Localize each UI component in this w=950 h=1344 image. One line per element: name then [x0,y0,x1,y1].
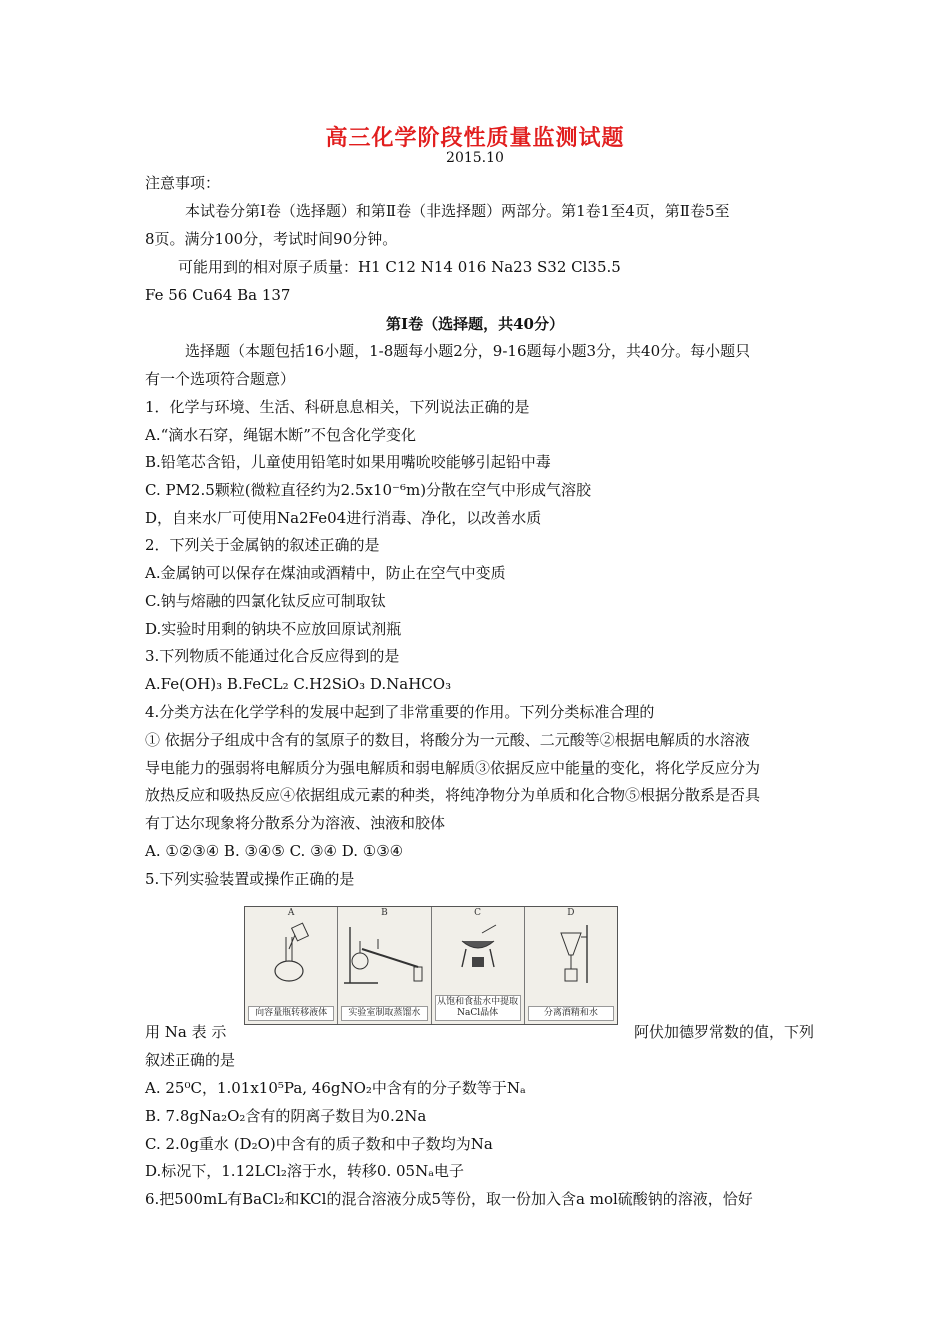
separatory-funnel-icon [525,919,617,989]
q2-stem: 2．下列关于金属钠的叙述正确的是 [145,536,380,554]
q1-option-b: B.铅笔芯含铅，儿童使用铅笔时如果用嘴吮咬能够引起铅中毒 [145,453,551,471]
q2-option-d: D.实验时用剩的钠块不应放回原试剂瓶 [145,620,402,638]
notice-heading: 注意事项： [145,174,221,192]
q4-stem: 4.分类方法在化学学科的发展中起到了非常重要的作用。下列分类标准合理的 [145,703,655,721]
q1-stem: 1．化学与环境、生活、科研息息相关，下列说法正确的是 [145,398,530,416]
intro-line-1: 本试卷分第Ⅰ卷（选择题）和第Ⅱ卷（非选择题）两部分。第1卷1至4页，第Ⅱ卷5至 [185,202,730,220]
apparatus-panel-c [432,907,525,1024]
intro-line-2: 8页。满分100分，考试时间90分钟。 [145,230,398,248]
evaporating-dish-icon [432,919,524,979]
panel-caption: 向容量瓶转移液体 [248,1006,334,1021]
panel-label: D [567,908,575,918]
page-title: 高三化学阶段性质量监测试题 [325,125,625,151]
q1-option-a: A.“滴水石穿，绳锯木断”不包含化学变化 [145,426,416,444]
q4-line-2: 导电能力的强弱将电解质分为强电解质和弱电解质③依据反应中能量的变化，将化学反应分为 [145,759,761,777]
q4-line-3: 放热反应和吸热反应④依据组成元素的种类，将纯净物分为单质和化合物⑤根据分散系是否具 [145,786,761,804]
q2-option-a: A.金属钠可以保存在煤油或酒精中，防止在空气中变质 [145,564,506,582]
volumetric-flask-icon [245,919,337,989]
q1-option-d: D，自来水厂可使用Na2Fe04进行消毒、净化，以改善水质 [145,509,542,527]
q3-stem: 3.下列物质不能通过化合反应得到的是 [145,647,400,665]
panel-caption: 实验室制取蒸馏水 [341,1006,427,1021]
section-title: 第Ⅰ卷（选择题，共40分） [386,315,564,333]
qna-option-d: D.标况下，1.12LCl₂溶于水，转移0. 05Nₐ电子 [145,1162,464,1180]
q5-stem: 5.下列实验装置或操作正确的是 [145,870,355,888]
qna-option-a: A. 25⁰C，1.01x10⁵Pa, 46gNO₂中含有的分子数等于Nₐ [145,1079,526,1097]
apparatus-panel-d [525,907,617,1024]
qna-stem-left: 用 Na 表 示 [145,1023,227,1041]
q3-options: A.Fe(OH)₃ B.FeCL₂ C.H2SiO₃ D.NaHCO₃ [145,675,452,693]
apparatus-panel-b [338,907,431,1024]
panel-caption: 从饱和食盐水中提取NaCl晶体 [435,995,521,1021]
distillation-icon [338,919,430,989]
q6-stem: 6.把500mL有BaCl₂和KCl的混合溶液分成5等份，取一份加入含a mol硫酸钠的溶液，恰好 [145,1190,753,1208]
panel-caption: 分离酒精和水 [528,1006,614,1021]
exam-date: 2015.10 [446,150,504,166]
panel-label: A [287,908,295,918]
section-intro-2: 有一个选项符合题意） [145,370,296,388]
q2-option-c: C.钠与熔融的四氯化钛反应可制取钛 [145,592,386,610]
q1-option-c: C. PM2.5颗粒(微粒直径约为2.5x10⁻⁶m)分散在空气中形成气溶胶 [145,481,592,499]
qna-option-b: B. 7.8gNa₂O₂含有的阴离子数目为0.2Na [145,1107,427,1125]
apparatus-panel-a [245,907,338,1024]
q4-options: A. ①②③④ B. ③④⑤ C. ③④ D. ①③④ [145,842,404,860]
q4-line-4: 有丁达尔现象将分散系分为溶液、浊液和胶体 [145,814,446,832]
apparatus-figure [244,906,618,1025]
panel-label: C [474,908,482,918]
atomic-mass-line-2: Fe 56 Cu64 Ba 137 [145,286,291,304]
qna-stem-cont: 叙述正确的是 [145,1051,236,1069]
qna-stem-right: 阿伏加德罗常数的值，下列 [634,1023,815,1041]
atomic-mass-line: 可能用到的相对原子质量：H1 C12 N14 016 Na23 S32 Cl35.5 [178,258,621,276]
q4-line-1: ① 依据分子组成中含有的氢原子的数目，将酸分为一元酸、二元酸等②根据电解质的水溶液 [145,731,750,749]
qna-option-c: C. 2.0g重水 (D₂O)中含有的质子数和中子数均为Na [145,1135,493,1153]
panel-label: B [381,908,388,918]
section-intro-1: 选择题（本题包括16小题，1-8题每小题2分，9-16题每小题3分，共40分。每小题只 [185,342,751,360]
